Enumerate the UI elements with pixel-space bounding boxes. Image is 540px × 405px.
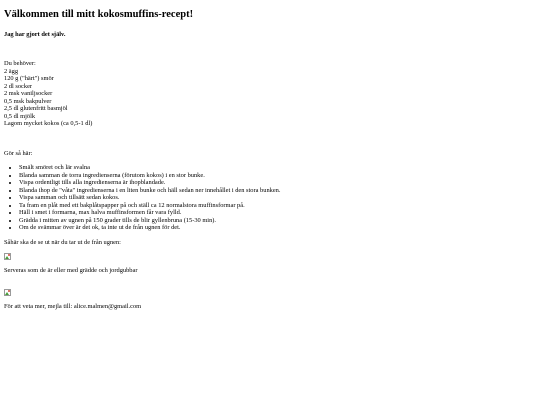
method-step: • Grädda i mitten av ugnen på 150 grader tills de blir gyllenbruna (15-30 min). <box>19 217 540 225</box>
method-heading: Gör så här: <box>4 149 33 157</box>
serving-text: Serveras som de är eller med grädde och jordgubbar <box>4 267 138 274</box>
method-step: • Häll i smet i formarna, max halva muffinsformen får vara fylld. <box>19 209 540 217</box>
image-sun-shape <box>8 290 10 292</box>
method-step: • Vispa ordentligt tills alla ingredienserna är ihopblandade. <box>19 179 540 187</box>
ingredient-item: 120 g ("härt") smör <box>4 75 54 82</box>
result-intro-text: Såhär ska de se ut när du tar ut de från ugnen: <box>4 238 121 246</box>
ingredient-item: 0,5 msk bakpulver <box>4 97 52 105</box>
ingredient-item: 2 msk vaniljsocker <box>4 90 53 97</box>
ingredient-item: Lagom mycket kokos (ca 0,5-1 dl) <box>4 120 93 127</box>
method-step: • Blanda samman de torra ingredienserna (förutom kokos) i en stor bunke. <box>19 172 540 180</box>
ingredient-item: 2,5 dl glutenfritt basmjöl <box>4 105 68 112</box>
ingredient-item: 2 dl socker <box>4 82 33 90</box>
method-step: • Om de svämmar över är det ok, ta inte ut de från ugnen för det. <box>19 224 540 232</box>
ingredients-heading: Du behöver: <box>4 60 36 67</box>
ingredient-item: 2 ägg <box>4 67 19 75</box>
page-title: Välkommen till mitt kokosmuffins-recept! <box>4 9 194 20</box>
method-step: • Blanda ihop de "våta" ingredienserna i en liten bunke och häll sedan ner innehållet i den stora bunken. <box>19 187 540 195</box>
method-step: • Ta fram en plåt med ett bakplåtspapper på och ställ ca 12 normalstora muffinsformar på. <box>19 202 540 210</box>
broken-image-icon <box>4 289 12 297</box>
ingredients-section <box>4 60 540 128</box>
method-steps-list <box>4 164 540 232</box>
method-step: • Smält smöret och lär svalna <box>19 164 540 172</box>
image-mountain-shape <box>5 292 9 295</box>
image-mountain-shape <box>5 256 9 259</box>
broken-image-icon <box>4 253 12 261</box>
contact-text: För att veta mer, mejla till: alice.malmen@gmail.com <box>4 302 142 310</box>
image-sun-shape <box>8 254 10 256</box>
ingredient-item: 0,5 dl mjölk <box>4 112 36 120</box>
method-step: • Vispa samman och tillsätt sedan kokos. <box>19 194 540 202</box>
page-subtitle: Jag har gjort det själv. <box>4 31 66 38</box>
